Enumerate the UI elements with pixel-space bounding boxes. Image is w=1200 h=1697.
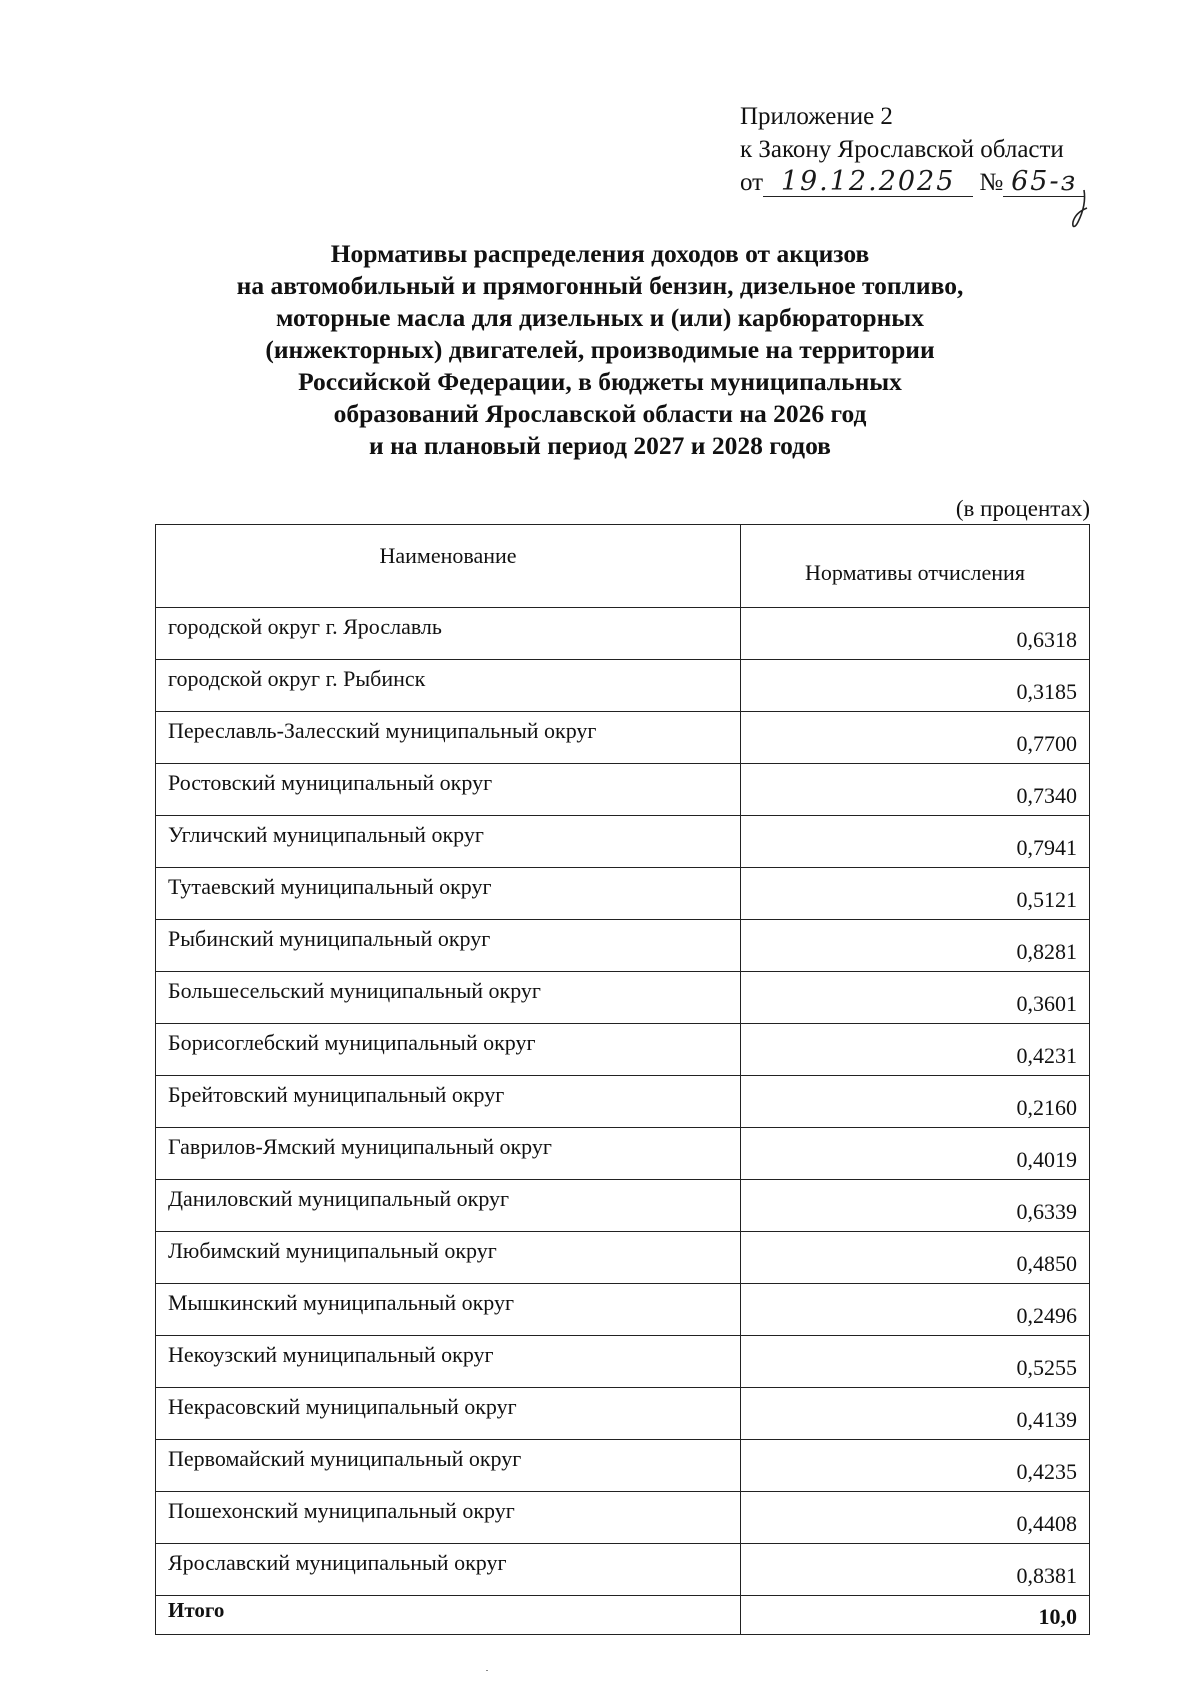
appendix-title: Приложение 2 bbox=[740, 103, 893, 130]
municipality-name: Борисоглебский муниципальный округ bbox=[156, 1024, 741, 1076]
table-row bbox=[156, 1284, 1090, 1336]
municipality-name: Даниловский муниципальный округ bbox=[156, 1180, 741, 1232]
normative-value: 0,4408 bbox=[741, 1492, 1090, 1544]
municipality-name: Ростовский муниципальный округ bbox=[156, 764, 741, 816]
normative-value: 0,6318 bbox=[741, 608, 1090, 660]
table-row bbox=[156, 1024, 1090, 1076]
normative-value: 0,2160 bbox=[741, 1076, 1090, 1128]
municipality-name: Любимский муниципальный округ bbox=[156, 1232, 741, 1284]
handwriting-flourish-icon bbox=[1070, 188, 1090, 232]
appendix-law-reference: к Закону Ярославской области bbox=[740, 136, 1064, 163]
header-normative: Нормативы отчисления bbox=[741, 525, 1090, 608]
table-row bbox=[156, 764, 1090, 816]
header-name: Наименование bbox=[156, 525, 741, 608]
normative-value: 0,4850 bbox=[741, 1232, 1090, 1284]
title-line: Российской Федерации, в бюджеты муниципальных bbox=[298, 367, 902, 396]
municipality-name: Некоузский муниципальный округ bbox=[156, 1336, 741, 1388]
municipality-name: городской округ г. Рыбинск bbox=[156, 660, 741, 712]
title-line: Нормативы распределения доходов от акцизов bbox=[330, 239, 870, 268]
municipality-name: Первомайский муниципальный округ bbox=[156, 1440, 741, 1492]
table-header-row bbox=[156, 525, 1090, 608]
appendix-block bbox=[740, 100, 1085, 199]
table-row bbox=[156, 868, 1090, 920]
normatives-table bbox=[155, 524, 1090, 1635]
table-row bbox=[156, 1388, 1090, 1440]
normative-value: 0,5255 bbox=[741, 1336, 1090, 1388]
handwritten-date: 19.12.2025 bbox=[763, 168, 973, 197]
number-label: № bbox=[979, 169, 1004, 196]
municipality-name: Переславль-Залесский муниципальный округ bbox=[156, 712, 741, 764]
appendix-date-line bbox=[740, 166, 1085, 199]
normative-value: 0,4235 bbox=[741, 1440, 1090, 1492]
normative-value: 0,7700 bbox=[741, 712, 1090, 764]
normative-value: 0,8281 bbox=[741, 920, 1090, 972]
handwritten-number: 65-з bbox=[1003, 168, 1085, 197]
municipality-name: Пошехонский муниципальный округ bbox=[156, 1492, 741, 1544]
table-row bbox=[156, 1336, 1090, 1388]
table-row bbox=[156, 1076, 1090, 1128]
municipality-name: Большесельский муниципальный округ bbox=[156, 972, 741, 1024]
municipality-name: Ярославский муниципальный округ bbox=[156, 1544, 741, 1596]
table-row bbox=[156, 1232, 1090, 1284]
municipality-name: Угличский муниципальный округ bbox=[156, 816, 741, 868]
table-row bbox=[156, 660, 1090, 712]
total-label: Итого bbox=[156, 1596, 741, 1635]
normative-value: 0,4231 bbox=[741, 1024, 1090, 1076]
table-row bbox=[156, 712, 1090, 764]
table-row bbox=[156, 920, 1090, 972]
title-line: моторные масла для дизельных и (или) карбюраторных bbox=[276, 303, 924, 332]
normative-value: 0,7340 bbox=[741, 764, 1090, 816]
normative-value: 0,6339 bbox=[741, 1180, 1090, 1232]
municipality-name: городской округ г. Ярославль bbox=[156, 608, 741, 660]
table-row bbox=[156, 816, 1090, 868]
normative-value: 0,8381 bbox=[741, 1544, 1090, 1596]
normative-value: 0,4019 bbox=[741, 1128, 1090, 1180]
title-line: (инжекторных) двигателей, производимые на территории bbox=[265, 335, 935, 364]
normative-value: 0,7941 bbox=[741, 816, 1090, 868]
scan-speck bbox=[486, 1670, 488, 1671]
total-row bbox=[156, 1596, 1090, 1635]
normative-value: 0,2496 bbox=[741, 1284, 1090, 1336]
total-value: 10,0 bbox=[741, 1596, 1090, 1635]
table-row bbox=[156, 1128, 1090, 1180]
units-note: (в процентах) bbox=[955, 496, 1090, 521]
title-line: образований Ярославской области на 2026 год bbox=[333, 399, 867, 428]
document-title bbox=[150, 238, 1050, 462]
municipality-name: Рыбинский муниципальный округ bbox=[156, 920, 741, 972]
table-row bbox=[156, 1492, 1090, 1544]
title-line: и на плановый период 2027 и 2028 годов bbox=[369, 431, 831, 460]
table-row bbox=[156, 972, 1090, 1024]
municipality-name: Гаврилов-Ямский муниципальный округ bbox=[156, 1128, 741, 1180]
municipality-name: Тутаевский муниципальный округ bbox=[156, 868, 741, 920]
municipality-name: Некрасовский муниципальный округ bbox=[156, 1388, 741, 1440]
from-label: от bbox=[740, 169, 764, 196]
table-row bbox=[156, 1544, 1090, 1596]
normative-value: 0,4139 bbox=[741, 1388, 1090, 1440]
table-row bbox=[156, 608, 1090, 660]
normative-value: 0,5121 bbox=[741, 868, 1090, 920]
table-row bbox=[156, 1180, 1090, 1232]
municipality-name: Брейтовский муниципальный округ bbox=[156, 1076, 741, 1128]
normative-value: 0,3601 bbox=[741, 972, 1090, 1024]
municipality-name: Мышкинский муниципальный округ bbox=[156, 1284, 741, 1336]
normative-value: 0,3185 bbox=[741, 660, 1090, 712]
title-line: на автомобильный и прямогонный бензин, дизельное топливо, bbox=[236, 271, 964, 300]
table-row bbox=[156, 1440, 1090, 1492]
